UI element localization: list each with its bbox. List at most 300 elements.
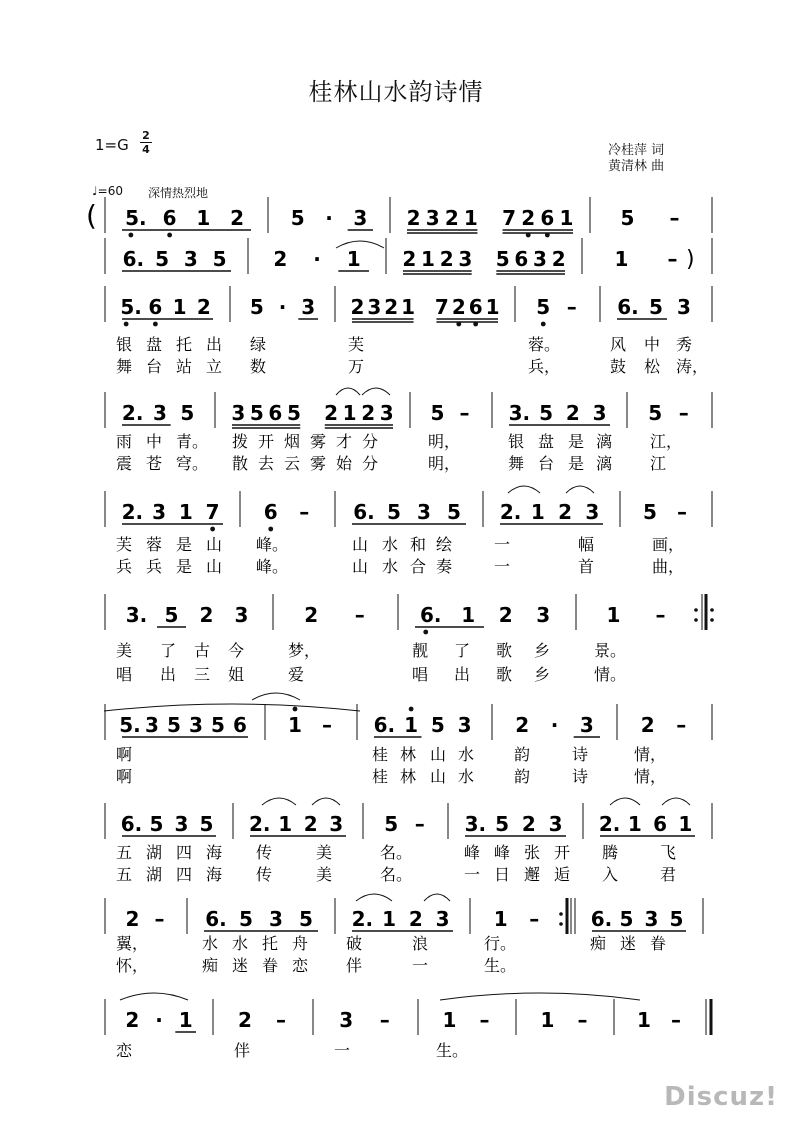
jianpu-note: 5 (239, 907, 253, 931)
jianpu-note: 5 (387, 500, 401, 524)
jianpu-note: 5 (649, 295, 663, 319)
lyric-syllable: 桂 (372, 767, 389, 786)
lyric-syllable: 舟 (292, 934, 309, 953)
jianpu-note: 1 (172, 295, 187, 319)
jianpu-note: 1 (288, 713, 302, 737)
jianpu-note: 2. (351, 907, 374, 931)
lyric-syllable: 水 (458, 767, 475, 786)
jianpu-note: 2 (498, 603, 513, 627)
jianpu-note: 3. (508, 401, 531, 425)
repeat-dot (694, 618, 698, 622)
jianpu-note: 5 (643, 500, 657, 524)
jianpu-note: 3 (585, 500, 600, 524)
expression-mark: 深情热烈地 (148, 186, 209, 200)
jianpu-note: 2 (558, 500, 573, 524)
jianpu-note: 1 (196, 206, 211, 230)
lyric-syllable: 湖 (146, 865, 163, 884)
slur-arc (104, 704, 360, 711)
lyric-syllable: 涛， (676, 357, 709, 376)
jianpu-note: 3 (329, 812, 344, 836)
jianpu-note: 3 (417, 500, 431, 524)
jianpu-note: 5 (430, 401, 445, 425)
lyric-syllable: 唱 (412, 665, 429, 684)
lyric-syllable: 是 (568, 454, 585, 473)
lyric-syllable: 海 (206, 843, 223, 862)
jianpu-note: – (669, 206, 680, 230)
lyric-syllable: 盘 (146, 335, 163, 354)
lyric-syllable: 才 (336, 432, 353, 451)
jianpu-note: 6. (122, 247, 145, 271)
lyric-syllable: 了 (454, 641, 471, 660)
lyric-syllable: 五 (116, 865, 133, 884)
jianpu-note: 3 (234, 603, 249, 627)
lyric-syllable: 分 (362, 454, 379, 473)
lyric-syllable: 江， (650, 432, 683, 451)
lyric-syllable: 林 (400, 745, 417, 764)
lyric-syllable: 拨 (232, 432, 249, 451)
slur-arc (440, 993, 640, 1000)
watermark-logo: Discuz! (664, 1082, 778, 1112)
lyric-syllable: 峰 (464, 843, 481, 862)
jianpu-note: 2 (324, 401, 339, 425)
jianpu-note: 1 (178, 1008, 193, 1032)
song-title: 桂林山水韵诗情 (308, 78, 484, 106)
slur-arc (252, 693, 300, 700)
lyric-syllable: 出 (454, 665, 471, 684)
jianpu-note: 7 (434, 295, 449, 319)
jianpu-note: 6 (540, 206, 555, 230)
lyric-syllable: 始 (336, 454, 353, 473)
lyric-syllable: 万 (348, 357, 365, 376)
jianpu-note: 3 (189, 713, 203, 737)
jianpu-note: – (276, 1008, 286, 1032)
slur-arc (356, 894, 392, 901)
lyric-syllable: 蓉。 (528, 335, 561, 354)
lyric-syllable: 松 (644, 357, 661, 376)
lyric-syllable: 翼， (116, 934, 149, 953)
lyric-syllable: 水 (382, 535, 399, 554)
jianpu-note: 3 (353, 206, 368, 230)
jianpu-note: 2 (273, 247, 288, 271)
lyric-syllable: 啊 (116, 745, 133, 764)
lyric-syllable: 一 (412, 956, 429, 975)
jianpu-note: 3 (592, 401, 607, 425)
jianpu-note: 2. (121, 500, 144, 524)
jianpu-note: 5 (155, 247, 170, 271)
jianpu-note: 1 (346, 247, 361, 271)
lyric-syllable: 君 (660, 865, 677, 884)
slur-arc (566, 486, 594, 493)
jianpu-note: 2 (444, 206, 459, 230)
jianpu-note: 5 (299, 907, 313, 931)
lyric-syllable: 秀 (676, 335, 693, 354)
lyric-syllable: 是 (568, 432, 585, 451)
lyric-syllable: 歌 (496, 665, 513, 684)
lyric-syllable: 一 (334, 1041, 351, 1060)
jianpu-note: 3 (457, 713, 472, 737)
lyric-syllable: 啊 (116, 767, 133, 786)
lyric-syllable: 明， (428, 454, 461, 473)
lyric-syllable: 漓 (596, 454, 613, 473)
lyric-syllable: 美 (316, 843, 333, 862)
time-sig-top: 2 (142, 129, 150, 142)
lyric-syllable: 入 (602, 865, 619, 884)
jianpu-note: 5 (619, 907, 634, 931)
jianpu-note: 2 (230, 206, 245, 230)
jianpu-note: 2 (521, 812, 536, 836)
low-octave-dot (210, 527, 215, 532)
lyric-syllable: 痴 (202, 956, 219, 975)
lyric-syllable: 邂 (524, 865, 541, 884)
jianpu-note: 2 (551, 247, 566, 271)
jianpu-note: · (155, 1008, 163, 1032)
jianpu-note: 1 (382, 907, 397, 931)
jianpu-note: 6 (653, 812, 668, 836)
lyric-syllable: 韵 (514, 745, 531, 764)
tempo-mark: ♩=60 (92, 184, 123, 198)
composer-credit: 黄清林 曲 (608, 159, 665, 174)
jianpu-note: 2 (439, 247, 454, 271)
lyric-syllable: 行。 (484, 934, 517, 953)
jianpu-note: – (655, 603, 666, 627)
lyric-syllable: 美 (316, 865, 333, 884)
jianpu-note: 2 (350, 295, 365, 319)
lyric-syllable: 一 (494, 557, 511, 576)
slur-arc (424, 894, 450, 901)
lyric-syllable: 爱 (288, 665, 305, 684)
lyric-syllable: 银 (116, 335, 133, 354)
jianpu-note: – (414, 812, 425, 836)
jianpu-note: 2 (402, 247, 417, 271)
lyric-syllable: 情。 (594, 665, 627, 684)
lyric-syllable: 水 (458, 745, 475, 764)
jianpu-note: · (313, 247, 321, 271)
jianpu-note: 5 (536, 295, 551, 319)
jianpu-note: 3 (145, 713, 159, 737)
jianpu-note: 6 (148, 295, 163, 319)
slur-arc (120, 993, 188, 1000)
lyric-syllable: 开 (554, 843, 571, 862)
jianpu-note: 1 (278, 812, 293, 836)
jianpu-note: · (325, 206, 333, 230)
jianpu-note: 6. (205, 907, 227, 931)
lyric-syllable: 苍 (146, 454, 163, 473)
jianpu-note: 2 (125, 907, 140, 931)
lyric-syllable: 破 (346, 934, 363, 953)
lyric-syllable: 兵， (528, 357, 561, 376)
jianpu-note: 1 (540, 1008, 555, 1032)
jianpu-note: 3 (579, 713, 594, 737)
lyric-syllable: 腾 (602, 843, 619, 862)
lyric-syllable: 山 (206, 557, 223, 576)
jianpu-note: – (671, 1008, 681, 1032)
jianpu-note: – (566, 295, 577, 319)
jianpu-note: 1 (678, 812, 693, 836)
lyric-syllable: 立 (206, 357, 223, 376)
lyric-syllable: 雾 (310, 432, 327, 451)
open-parenthesis: ( (86, 199, 97, 232)
lyric-syllable: 雾 (310, 454, 327, 473)
jianpu-note: – (379, 1008, 390, 1032)
lyric-syllable: 三 (194, 665, 211, 684)
lyric-syllable: 芙 (116, 535, 133, 554)
jianpu-note: 3 (677, 295, 691, 319)
repeat-dot (710, 608, 714, 612)
lyric-syllable: 四 (176, 865, 193, 884)
lyric-syllable: 中 (146, 432, 163, 451)
lyric-syllable: 风 (610, 335, 627, 354)
lyric-syllable: 痴 (590, 934, 607, 953)
jianpu-note: 1 (178, 500, 193, 524)
jianpu-note: 3 (367, 295, 382, 319)
lyric-syllable: 传 (256, 865, 273, 884)
lyric-syllable: 名。 (380, 843, 413, 862)
jianpu-note: 3 (174, 812, 189, 836)
jianpu-note: 5 (211, 713, 225, 737)
lyric-syllable: 林 (400, 767, 417, 786)
lyric-syllable: 了 (160, 641, 177, 660)
jianpu-note: 1 (530, 500, 545, 524)
lyric-syllable: 姐 (228, 665, 245, 684)
lyric-syllable: 明， (428, 432, 461, 451)
lyric-syllable: 眷 (262, 956, 279, 975)
jianpu-note: 3 (435, 907, 450, 931)
lyric-syllable: 景。 (594, 641, 627, 660)
lyric-syllable: 水 (232, 934, 249, 953)
jianpu-note: 3 (269, 907, 283, 931)
jianpu-note: 2. (248, 812, 271, 836)
jianpu-note: 5. (120, 295, 142, 319)
lyric-syllable: 是 (176, 557, 193, 576)
jianpu-note: 3 (425, 206, 440, 230)
jianpu-note: 2 (196, 295, 211, 319)
lyric-syllable: 峰。 (256, 557, 289, 576)
lyric-syllable: 情， (634, 745, 667, 764)
low-octave-dot (124, 322, 129, 327)
jianpu-note: 5 (149, 812, 164, 836)
slur-arc (508, 486, 540, 493)
jianpu-note: 2 (303, 812, 318, 836)
jianpu-note: 1 (401, 295, 416, 319)
jianpu-note: – (479, 1008, 490, 1032)
jianpu-note: – (577, 1008, 588, 1032)
lyric-syllable: 情， (634, 767, 667, 786)
lyric-syllable: 分 (362, 432, 379, 451)
jianpu-note: 1 (442, 1008, 457, 1032)
lyric-syllable: 曲， (652, 557, 685, 576)
jianpu-note: – (299, 500, 310, 524)
lyric-syllable: 峰 (494, 843, 511, 862)
lyric-syllable: 盘 (538, 432, 555, 451)
jianpu-note: – (677, 500, 687, 524)
lyric-syllable: 绘 (436, 535, 453, 554)
lyric-syllable: 兵 (116, 557, 133, 576)
jianpu-note: 2 (384, 295, 399, 319)
jianpu-note: 2 (408, 907, 423, 931)
slur-arc (362, 388, 390, 395)
jianpu-note: 5 (430, 713, 445, 737)
jianpu-note: 1 (404, 713, 419, 737)
jianpu-note: 3 (183, 247, 198, 271)
jianpu-note: 5 (167, 713, 181, 737)
jianpu-note: 1 (463, 206, 478, 230)
jianpu-note: 2 (406, 206, 421, 230)
jianpu-note: 1 (627, 812, 642, 836)
jianpu-note: 5 (447, 500, 461, 524)
lyric-syllable: 首 (578, 557, 595, 576)
jianpu-note: 6 (263, 500, 278, 524)
jianpu-note: 3 (301, 295, 316, 319)
lyric-syllable: 迷 (232, 956, 249, 975)
jianpu-note: 5. (119, 713, 141, 737)
lyric-syllable: 数 (250, 357, 267, 376)
lyric-syllable: 靓 (412, 641, 429, 660)
jianpu-note: 2. (598, 812, 621, 836)
jianpu-note: 3 (458, 247, 473, 271)
lyric-syllable: 站 (176, 357, 193, 376)
lyric-syllable: 托 (262, 934, 279, 953)
jianpu-note: 3 (231, 401, 246, 425)
lyric-syllable: 台 (146, 357, 163, 376)
jianpu-note: 6. (617, 295, 639, 319)
jianpu-note: 7 (502, 206, 517, 230)
lyric-syllable: 银 (508, 432, 525, 451)
lyric-syllable: 雨 (116, 432, 133, 451)
jianpu-note: 6. (373, 713, 396, 737)
lyric-syllable: 四 (176, 843, 193, 862)
lyric-syllable: 穹。 (176, 454, 209, 473)
lyric-syllable: 云 (284, 454, 301, 473)
jianpu-note: 6. (353, 500, 375, 524)
lyric-syllable: 一 (494, 535, 511, 554)
lyric-syllable: 日 (494, 865, 511, 884)
jianpu-note: 5 (539, 401, 554, 425)
jianpu-note: 2 (515, 713, 530, 737)
lyric-syllable: 蓉 (146, 535, 163, 554)
lyric-syllable: 怀， (116, 956, 149, 975)
high-octave-dot (293, 707, 298, 712)
jianpu-note: 5 (180, 401, 195, 425)
lyric-syllable: 古 (194, 641, 211, 660)
jianpu-note: 6 (468, 295, 483, 319)
jianpu-note: – (459, 401, 470, 425)
jianpu-note: · (278, 295, 287, 319)
jianpu-note: 1 (421, 247, 435, 271)
jianpu-note: 1 (485, 295, 500, 319)
jianpu-note: 5 (164, 603, 179, 627)
jianpu-note: 2 (304, 603, 319, 627)
lyric-syllable: 芙 (348, 335, 365, 354)
jianpu-note: 6 (233, 713, 247, 737)
jianpu-note: 7 (205, 500, 220, 524)
jianpu-note: – (529, 907, 540, 931)
lyric-syllable: 出 (206, 335, 223, 354)
jianpu-note: 3 (152, 500, 167, 524)
jianpu-note: 2 (361, 401, 376, 425)
repeat-dot (559, 922, 563, 926)
low-octave-dot (268, 527, 273, 532)
lyric-syllable: 江 (650, 454, 667, 473)
jianpu-note: 5 (286, 401, 301, 425)
jianpu-note: – (354, 603, 365, 627)
slur-arc (662, 798, 690, 805)
jianpu-note: 6 (162, 206, 177, 230)
jianpu-note: 6 (514, 247, 529, 271)
lyric-syllable: 舞 (116, 357, 133, 376)
jianpu-note: 2 (199, 603, 214, 627)
slur-arc (610, 798, 640, 805)
lyric-syllable: 恋 (292, 956, 309, 975)
jianpu-note: 6. (590, 907, 613, 931)
lyric-syllable: 山 (430, 767, 447, 786)
jianpu-note: 6. (120, 812, 143, 836)
lyric-syllable: 山 (206, 535, 223, 554)
jianpu-note: 1 (614, 247, 629, 271)
jianpu-note: 1 (637, 1008, 651, 1032)
lyric-syllable: 今 (228, 641, 245, 660)
high-octave-dot (409, 707, 414, 712)
repeat-dot (694, 608, 698, 612)
jianpu-note: 5 (290, 206, 305, 230)
lyric-syllable: 开 (258, 432, 275, 451)
jianpu-note: 3 (644, 907, 659, 931)
jianpu-note: 6. (419, 603, 442, 627)
low-octave-dot (128, 233, 133, 238)
jianpu-note: 2. (499, 500, 522, 524)
jianpu-note: 5 (199, 812, 214, 836)
lyric-syllable: 山 (430, 745, 447, 764)
lyric-syllable: 韵 (514, 767, 531, 786)
jianpu-note: 5 (249, 401, 264, 425)
lyric-syllable: 鼓 (610, 357, 627, 376)
lyric-syllable: 迷 (620, 934, 637, 953)
lyric-syllable: 烟 (284, 432, 301, 451)
lyric-syllable: 和 (410, 535, 427, 554)
jianpu-note: 1 (461, 603, 476, 627)
jianpu-note: 3 (536, 603, 551, 627)
jianpu-note: 3 (339, 1008, 354, 1032)
lyric-syllable: 一 (464, 865, 481, 884)
jianpu-note: 2 (238, 1008, 252, 1032)
lyric-syllable: 中 (644, 335, 661, 354)
lyric-syllable: 桂 (372, 745, 389, 764)
jianpu-note: – (154, 907, 165, 931)
lyric-syllable: 乡 (534, 665, 551, 684)
jianpu-note: · (550, 713, 559, 737)
jianpu-note: 1 (342, 401, 357, 425)
jianpu-note: 2 (521, 206, 536, 230)
lyric-syllable: 托 (176, 335, 193, 354)
lyric-syllable: 青。 (176, 432, 209, 451)
repeat-dot (710, 618, 714, 622)
lyric-syllable: 奏 (436, 557, 453, 576)
lyric-syllable: 浪 (412, 934, 429, 953)
jianpu-note: 2. (121, 401, 144, 425)
lyric-syllable: 诗 (572, 767, 589, 786)
lyric-syllable: 合 (410, 557, 427, 576)
jianpu-note: 5 (648, 401, 663, 425)
lyric-syllable: 画， (652, 535, 685, 554)
lyric-syllable: 乡 (534, 641, 551, 660)
lyric-syllable: 去 (258, 454, 275, 473)
low-octave-dot (153, 322, 158, 327)
slur-arc (336, 388, 360, 395)
lyric-syllable: 兵 (146, 557, 163, 576)
time-sig-bottom: 4 (142, 143, 150, 156)
jianpu-note: 1 (559, 206, 574, 230)
jianpu-note: 2 (565, 401, 580, 425)
jianpu-note: 5 (669, 907, 684, 931)
